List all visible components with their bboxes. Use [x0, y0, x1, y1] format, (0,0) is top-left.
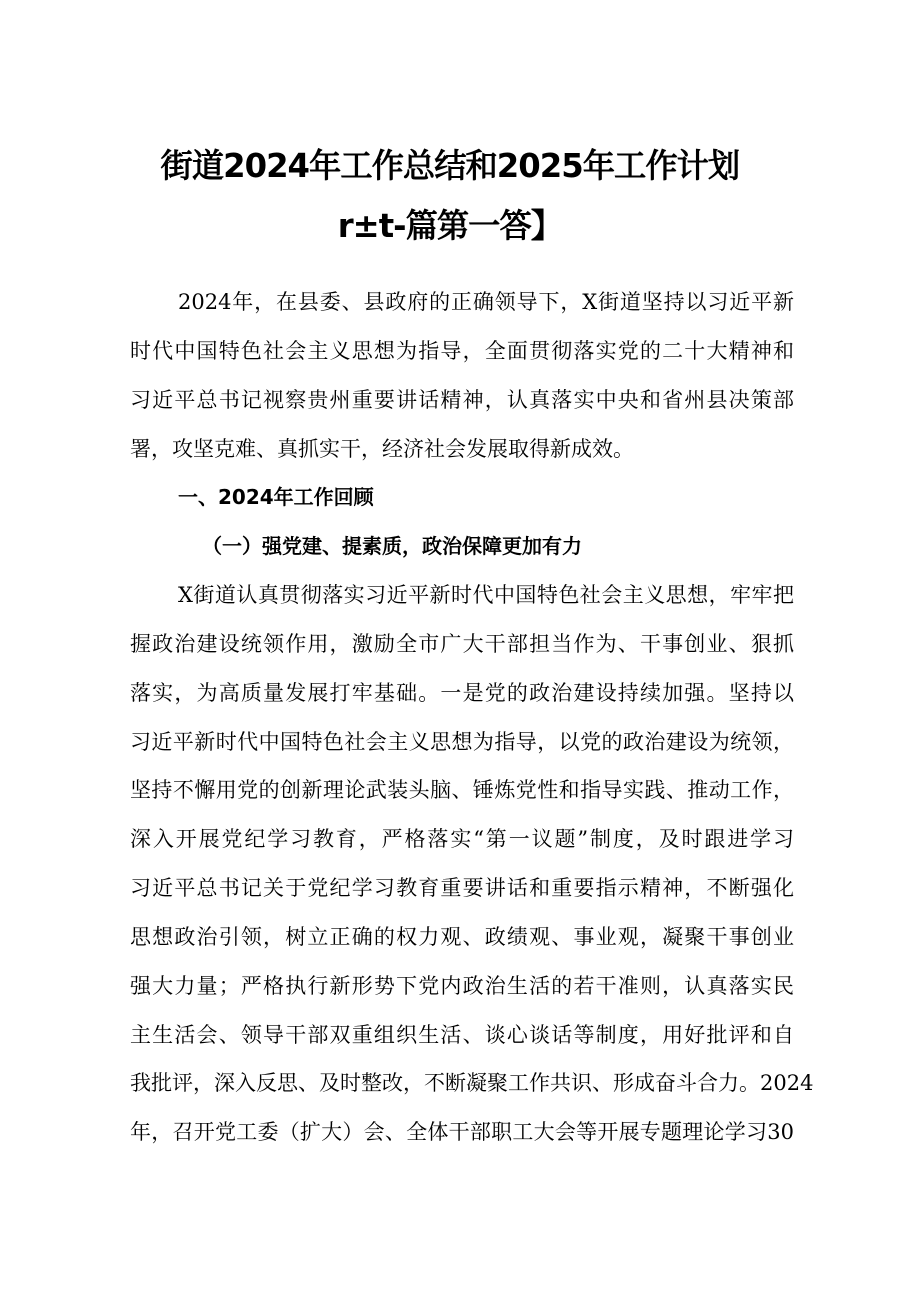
body-line: X街道认真贯彻落实习近平新时代中国特色社会主义思想，牢牢把: [178, 583, 794, 607]
body-line: 思想政治引领，树立正确的权力观、政绩观、事业观，凝聚干事创业: [130, 925, 794, 949]
document-subtitle: r±t-篇第一答】: [337, 206, 563, 245]
body-line: 习近平总书记关于党纪学习教育重要讲话和重要指示精神，不断强化: [130, 876, 794, 900]
intro-line: 署，攻坚克难、真抓实干，经济社会发展取得新成效。: [130, 437, 634, 461]
body-line: 我批评，深入反思、及时整改，不断凝聚工作共识、形成奋斗合力。2024: [130, 1071, 814, 1095]
body-line: 握政治建设统领作用，激励全市广大干部担当作为、干事创业、狠抓: [130, 632, 794, 656]
body-line: 深入开展党纪学习教育，严格落实“第一议题”制度，及时跟进学习: [130, 827, 794, 851]
section-heading: 一、2024年工作回顾: [178, 485, 374, 509]
body-line: 主生活会、领导干部双重组织生活、谈心谈话等制度，用好批评和自: [130, 1023, 794, 1047]
subsection-heading: （一）强党建、提素质，政治保障更加有力: [202, 534, 582, 558]
intro-line: 时代中国特色社会主义思想为指导，全面贯彻落实党的二十大精神和: [130, 339, 794, 363]
body-line: 强大力量；严格执行新形势下党内政治生活的若干准则，认真落实民: [130, 974, 794, 998]
body-line: 年，召开党工委（扩大）会、全体干部职工大会等开展专题理论学习30: [130, 1120, 794, 1144]
body-line: 落实，为高质量发展打牢基础。一是党的政治建设持续加强。坚持以: [130, 681, 794, 705]
document-title: 街道2024年工作总结和2025年工作计划: [160, 146, 740, 185]
intro-line: 2024年，在县委、县政府的正确领导下，X街道坚持以习近平新: [178, 290, 794, 314]
body-line: 习近平新时代中国特色社会主义思想为指导，以党的政治建设为统领，: [130, 730, 794, 754]
intro-line: 习近平总书记视察贵州重要讲话精神，认真落实中央和省州县决策部: [130, 388, 794, 412]
body-line: 坚持不懈用党的创新理论武装头脑、锤炼党性和指导实践、推动工作，: [130, 778, 794, 802]
